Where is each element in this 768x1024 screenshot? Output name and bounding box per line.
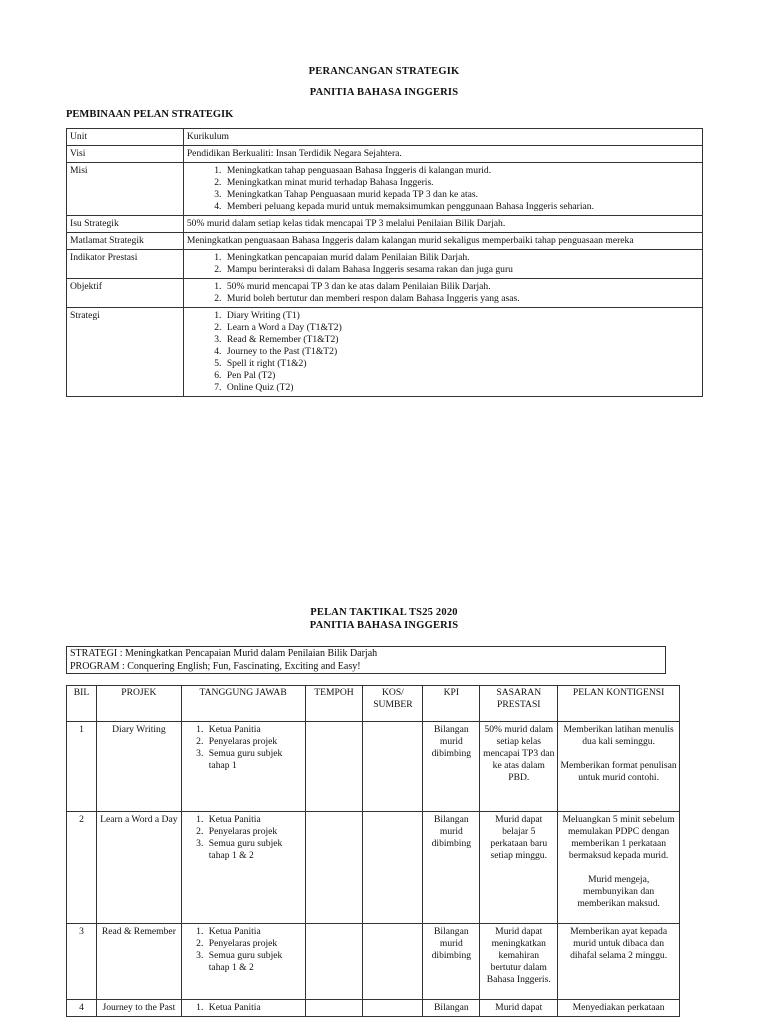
cell-pelan-kontigensi — [558, 812, 680, 924]
list-item: 2. Mampu berinteraksi di dalam Bahasa Inggeris sesama rakan dan juga guru — [224, 264, 699, 276]
plan-row-key: Matlamat Strategik — [67, 233, 184, 250]
plan-row-key: Unit — [67, 129, 184, 146]
cell-bil: 2 — [67, 812, 97, 924]
column-header: SASARAN PRESTASI — [480, 686, 558, 722]
tactical-plan-title: PELAN TAKTIKAL TS25 2020 — [310, 607, 458, 618]
plan-row-value — [183, 163, 702, 216]
table-row — [67, 812, 680, 924]
tactical-plan-subtitle: PANITIA BAHASA INGGERIS — [309, 620, 459, 631]
list-item: 2. Penyelaras projek — [206, 736, 303, 748]
cell-kos-sumber — [363, 924, 423, 1000]
cell-tanggung-jawab — [181, 924, 305, 1000]
cell-kos-sumber — [363, 812, 423, 924]
column-header: BIL — [67, 686, 97, 722]
cell-pelan-kontigensi — [558, 924, 680, 1000]
responsibility-list — [184, 1002, 303, 1014]
cell-tanggung-jawab — [181, 812, 305, 924]
plan-row — [67, 216, 703, 233]
cell-sasaran-prestasi: Murid dapat — [480, 1000, 558, 1017]
responsibility-list — [184, 814, 303, 862]
list-item: 3. Read & Remember (T1&T2) — [224, 334, 699, 346]
plan-row — [67, 250, 703, 279]
plan-row-value: Pendidikan Berkualiti: Insan Terdidik Negara Sejahtera. — [183, 146, 702, 163]
cell-kpi: Bilangan murid dibimbing — [423, 812, 480, 924]
plan-row-key: Visi — [67, 146, 184, 163]
cell-projek: Journey to the Past — [96, 1000, 181, 1017]
plan-row-value — [183, 308, 702, 397]
table-row — [67, 924, 680, 1000]
plan-row-key: Strategi — [67, 308, 184, 397]
list-item: 3. Semua guru subjek tahap 1 & 2 — [206, 838, 303, 862]
list-item: 2. Murid boleh bertutur dan memberi respon dalam Bahasa Inggeris yang asas. — [224, 293, 699, 305]
plan-row-list — [187, 310, 699, 394]
plan-row — [67, 308, 703, 397]
strategy-program-box — [66, 646, 666, 674]
page-title: PERANCANGAN STRATEGIK — [308, 66, 460, 77]
plan-row-value — [183, 279, 702, 308]
plan-row — [67, 279, 703, 308]
column-header: PROJEK — [96, 686, 181, 722]
list-item: 3. Semua guru subjek tahap 1 & 2 — [206, 950, 303, 974]
table-row — [67, 1000, 680, 1017]
plan-row-value: Kurikulum — [183, 129, 702, 146]
plan-row — [67, 129, 703, 146]
list-item: 1. 50% murid mencapai TP 3 dan ke atas dalam Penilaian Bilik Darjah. — [224, 281, 699, 293]
plan-row-value: 50% murid dalam setiap kelas tidak mencapai TP 3 melalui Penilaian Bilik Darjah. — [183, 216, 702, 233]
cell-sasaran-prestasi: 50% murid dalam setiap kelas mencapai TP3 dan ke atas dalam PBD. — [480, 722, 558, 812]
section-heading: PEMBINAAN PELAN STRATEGIK — [66, 109, 234, 120]
column-header: TANGGUNG JAWAB — [181, 686, 305, 722]
list-item: 3. Meningkatkan Tahap Penguasaan murid kepada TP 3 dan ke atas. — [224, 189, 699, 201]
contingency-paragraph: Memberikan format penulisan untuk murid contohi. — [560, 760, 677, 783]
list-item: 1. Ketua Panitia — [206, 1002, 303, 1014]
list-item: 1. Meningkatkan tahap penguasaan Bahasa Inggeris di kalangan murid. — [224, 165, 699, 177]
cell-sasaran-prestasi: Murid dapat belajar 5 perkataan baru setiap minggu. — [480, 812, 558, 924]
list-item: 1. Ketua Panitia — [206, 724, 303, 736]
cell-tempoh — [305, 722, 363, 812]
list-item: 3. Semua guru subjek tahap 1 — [206, 748, 303, 772]
cell-tempoh — [305, 924, 363, 1000]
list-item: 7. Online Quiz (T2) — [224, 382, 699, 394]
cell-projek: Learn a Word a Day — [96, 812, 181, 924]
strategy-line: STRATEGI : Meningkatkan Pencapaian Murid dalam Penilaian Bilik Darjah — [70, 648, 378, 659]
cell-kpi: Bilangan murid dibimbing — [423, 722, 480, 812]
list-item: 1. Ketua Panitia — [206, 926, 303, 938]
plan-row-value — [183, 250, 702, 279]
column-header: KOS/ SUMBER — [363, 686, 423, 722]
plan-row-key: Objektif — [67, 279, 184, 308]
cell-projek: Read & Remember — [96, 924, 181, 1000]
plan-row-key: Isu Strategik — [67, 216, 184, 233]
list-item: 1. Meningkatkan pencapaian murid dalam Penilaian Bilik Darjah. — [224, 252, 699, 264]
cell-sasaran-prestasi: Murid dapat meningkatkan kemahiran bertutur dalam Bahasa Inggeris. — [480, 924, 558, 1000]
column-header: PELAN KONTIGENSI — [558, 686, 680, 722]
list-item: 6. Pen Pal (T2) — [224, 370, 699, 382]
plan-row-list — [187, 281, 699, 305]
table-row — [67, 722, 680, 812]
program-line: PROGRAM : Conquering English; Fun, Fascinating, Exciting and Easy! — [70, 660, 361, 672]
list-item: 2. Meningkatkan minat murid terhadap Bahasa Inggeris. — [224, 177, 699, 189]
contingency-paragraph: Murid mengeja, membunyikan dan memberikan maksud. — [577, 874, 660, 909]
contingency-paragraph: Menyediakan perkataan — [572, 1002, 665, 1013]
list-item: 5. Spell it right (T1&2) — [224, 358, 699, 370]
cell-kpi: Bilangan murid dibimbing — [423, 924, 480, 1000]
cell-projek: Diary Writing — [96, 722, 181, 812]
column-header: TEMPOH — [305, 686, 363, 722]
plan-row-value: Meningkatkan penguasaan Bahasa Inggeris dalam kalangan murid sekaligus memperbaiki tahap penguasaan mereka — [183, 233, 702, 250]
cell-kos-sumber — [363, 722, 423, 812]
list-item: 2. Learn a Word a Day (T1&T2) — [224, 322, 699, 334]
plan-row — [67, 163, 703, 216]
plan-row — [67, 146, 703, 163]
list-item: 1. Ketua Panitia — [206, 814, 303, 826]
cell-kpi: Bilangan — [423, 1000, 480, 1017]
contingency-paragraph: Memberikan latihan menulis dua kali seminggu. — [563, 724, 674, 747]
cell-tempoh — [305, 1000, 363, 1017]
cell-tanggung-jawab — [181, 722, 305, 812]
plan-row-list — [187, 165, 699, 213]
responsibility-list — [184, 926, 303, 974]
list-item: 4. Journey to the Past (T1&T2) — [224, 346, 699, 358]
cell-kos-sumber — [363, 1000, 423, 1017]
list-item: 2. Penyelaras projek — [206, 826, 303, 838]
strategic-plan-table — [66, 128, 703, 397]
contingency-paragraph: Memberikan ayat kepada murid untuk dibaca dan dihafal selama 2 minggu. — [570, 926, 668, 961]
cell-bil: 4 — [67, 1000, 97, 1017]
responsibility-list — [184, 724, 303, 772]
cell-pelan-kontigensi — [558, 722, 680, 812]
cell-tempoh — [305, 812, 363, 924]
tactical-plan-table — [66, 685, 680, 1017]
plan-row-list — [187, 252, 699, 276]
cell-pelan-kontigensi — [558, 1000, 680, 1017]
list-item: 2. Penyelaras projek — [206, 938, 303, 950]
list-item: 4. Memberi peluang kepada murid untuk memaksimumkan penggunaan Bahasa Inggeris seharian. — [224, 201, 699, 213]
cell-tanggung-jawab — [181, 1000, 305, 1017]
list-item: 1. Diary Writing (T1) — [224, 310, 699, 322]
cell-bil: 3 — [67, 924, 97, 1000]
contingency-paragraph: Meluangkan 5 minit sebelum memulakan PDPC dengan memberikan 1 perkataan bermaksud kepada murid. — [562, 814, 675, 861]
page-subtitle: PANITIA BAHASA INGGERIS — [309, 87, 459, 98]
column-header: KPI — [423, 686, 480, 722]
plan-row-key: Misi — [67, 163, 184, 216]
plan-row — [67, 233, 703, 250]
cell-bil: 1 — [67, 722, 97, 812]
plan-row-key: Indikator Prestasi — [67, 250, 184, 279]
